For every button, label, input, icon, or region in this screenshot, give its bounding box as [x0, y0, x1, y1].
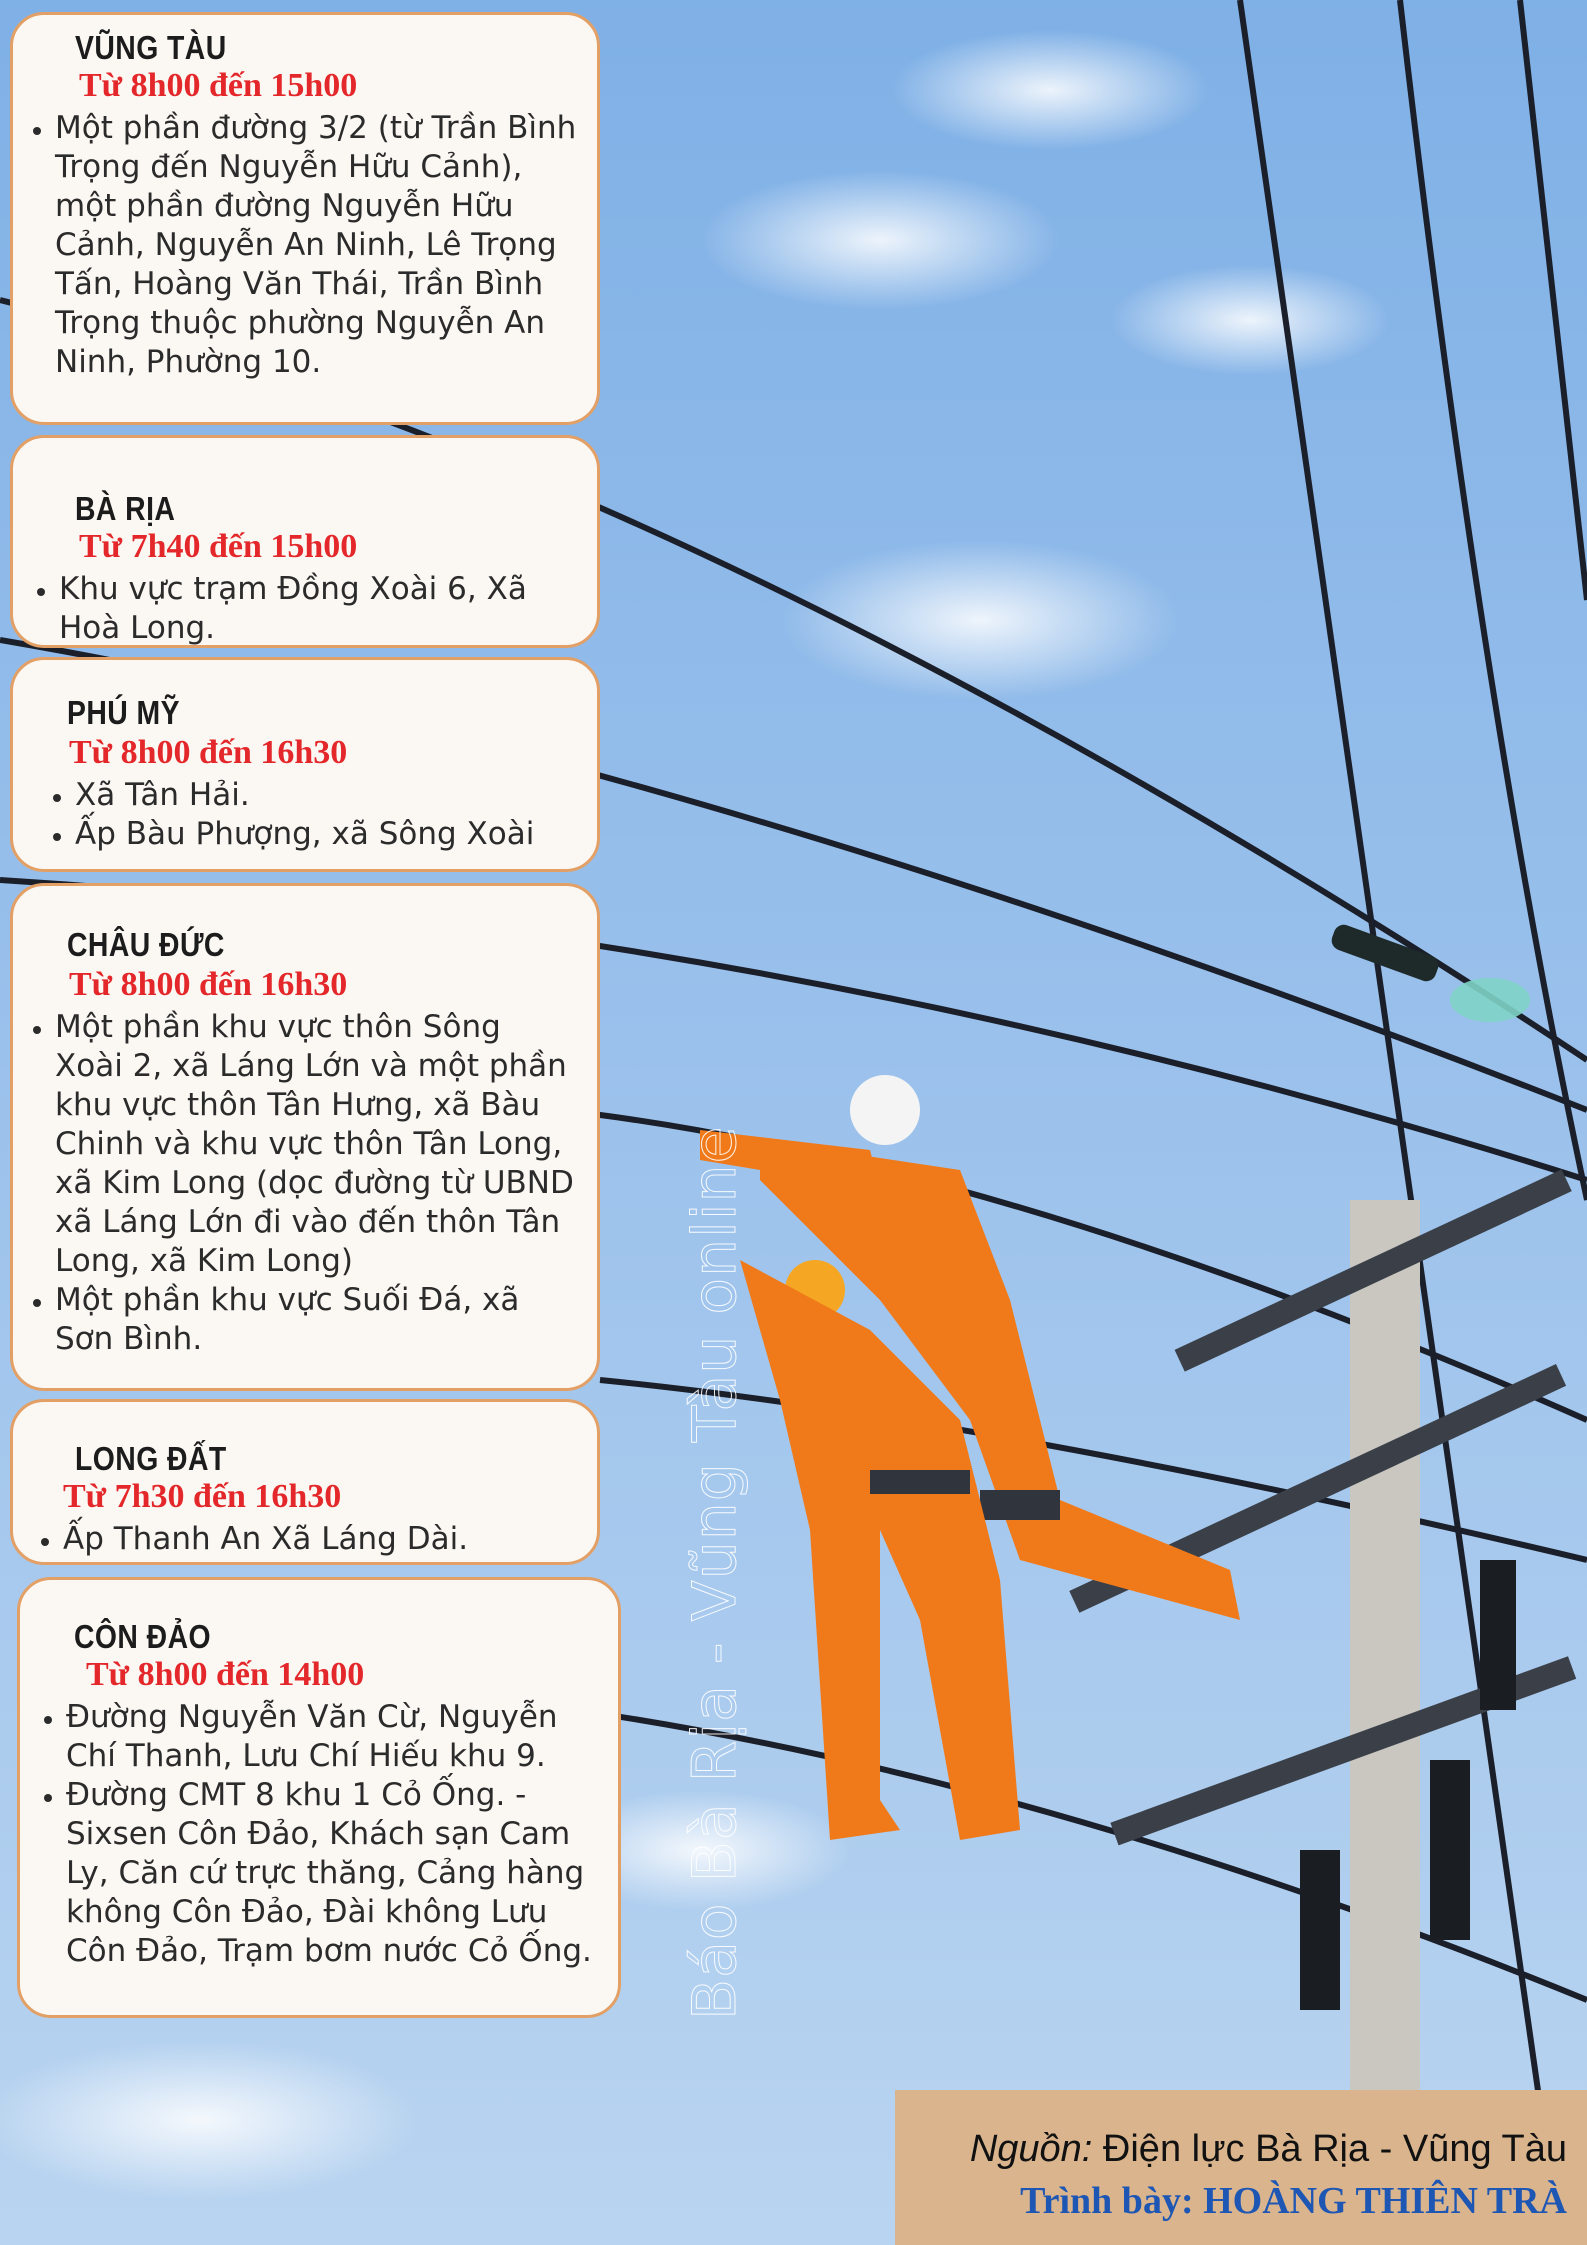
- outage-card-long-dat: [10, 1399, 600, 1565]
- list-item: • Ấp Bàu Phượng, xã Sông Xoài: [75, 815, 577, 854]
- area-list: [31, 1008, 577, 1359]
- outage-card-ba-ria: [10, 435, 600, 648]
- region-title: BÀ RỊA: [75, 490, 176, 527]
- list-item: • Một phần khu vực Suối Đá, xã Sơn Bình.: [55, 1281, 577, 1359]
- region-title: CHÂU ĐỨC: [67, 926, 225, 963]
- area-list: [51, 776, 577, 854]
- list-item: • Ấp Thanh An Xã Láng Dài.: [63, 1520, 577, 1559]
- list-item: • Khu vực trạm Đồng Xoài 6, Xã Hoà Long.: [59, 570, 577, 648]
- list-item: • Đường Nguyễn Văn Cừ, Nguyễn Chí Thanh, Lưu Chí Hiếu khu 9.: [66, 1698, 598, 1776]
- list-item: • Một phần đường 3/2 (từ Trần Bình Trọng đến Nguyễn Hữu Cảnh), một phần đường Nguyễn Hữu Cảnh, Nguyễn An Ninh, Lê Trọng Tấn, Hoàng Văn Thái, Trần Bình Trọng thuộc phường Nguyễn An Ninh, Phường 10.: [55, 109, 577, 382]
- outage-card-chau-duc: [10, 883, 600, 1391]
- source-value: Điện lực Bà Rịa - Vũng Tàu: [1102, 2128, 1567, 2170]
- credit-line: Trình bày: HOÀNG THIÊN TRÀ: [1020, 2180, 1567, 2222]
- source-credit-box: [895, 2090, 1587, 2245]
- time-range: Từ 7h40 đến 15h00: [79, 528, 358, 565]
- time-range: Từ 7h30 đến 16h30: [63, 1478, 342, 1515]
- area-list: [31, 109, 577, 382]
- area-list: [39, 1520, 577, 1559]
- region-title: CÔN ĐẢO: [74, 1618, 212, 1655]
- source-line: [895, 2128, 1567, 2171]
- time-range: Từ 8h00 đến 14h00: [86, 1656, 365, 1693]
- region-title: VŨNG TÀU: [75, 29, 227, 66]
- list-item: • Một phần khu vực thôn Sông Xoài 2, xã Láng Lớn và một phần khu vực thôn Tân Hưng, xã Bàu Chinh và khu vực thôn Tân Long, xã Kim Long (dọc đường từ UBND xã Láng Lớn đi vào đến thôn Tân Long, xã Kim Long): [55, 1008, 577, 1281]
- region-title: PHÚ MỸ: [67, 694, 180, 731]
- region-title: LONG ĐẤT: [75, 1440, 227, 1477]
- outage-card-vung-tau: [10, 12, 600, 425]
- list-item: • Xã Tân Hải.: [75, 776, 577, 815]
- list-item: • Đường CMT 8 khu 1 Cỏ Ống. - Sixsen Côn Đảo, Khách sạn Cam Ly, Căn cứ trực thăng, Cảng hàng không Côn Đảo, Đài không Lưu Côn Đảo, Trạm bơm nước Cỏ Ống.: [66, 1776, 598, 1971]
- area-list: [35, 570, 577, 648]
- watermark: Báo Bà Rịa - Vũng Tàu online: [680, 1125, 750, 2020]
- outage-card-con-dao: [17, 1577, 621, 2018]
- time-range: Từ 8h00 đến 15h00: [79, 67, 358, 104]
- area-list: [42, 1698, 598, 1971]
- time-range: Từ 8h00 đến 16h30: [69, 734, 348, 771]
- outage-card-phu-my: [10, 657, 600, 872]
- source-label: Nguồn:: [969, 2128, 1093, 2170]
- time-range: Từ 8h00 đến 16h30: [69, 966, 348, 1003]
